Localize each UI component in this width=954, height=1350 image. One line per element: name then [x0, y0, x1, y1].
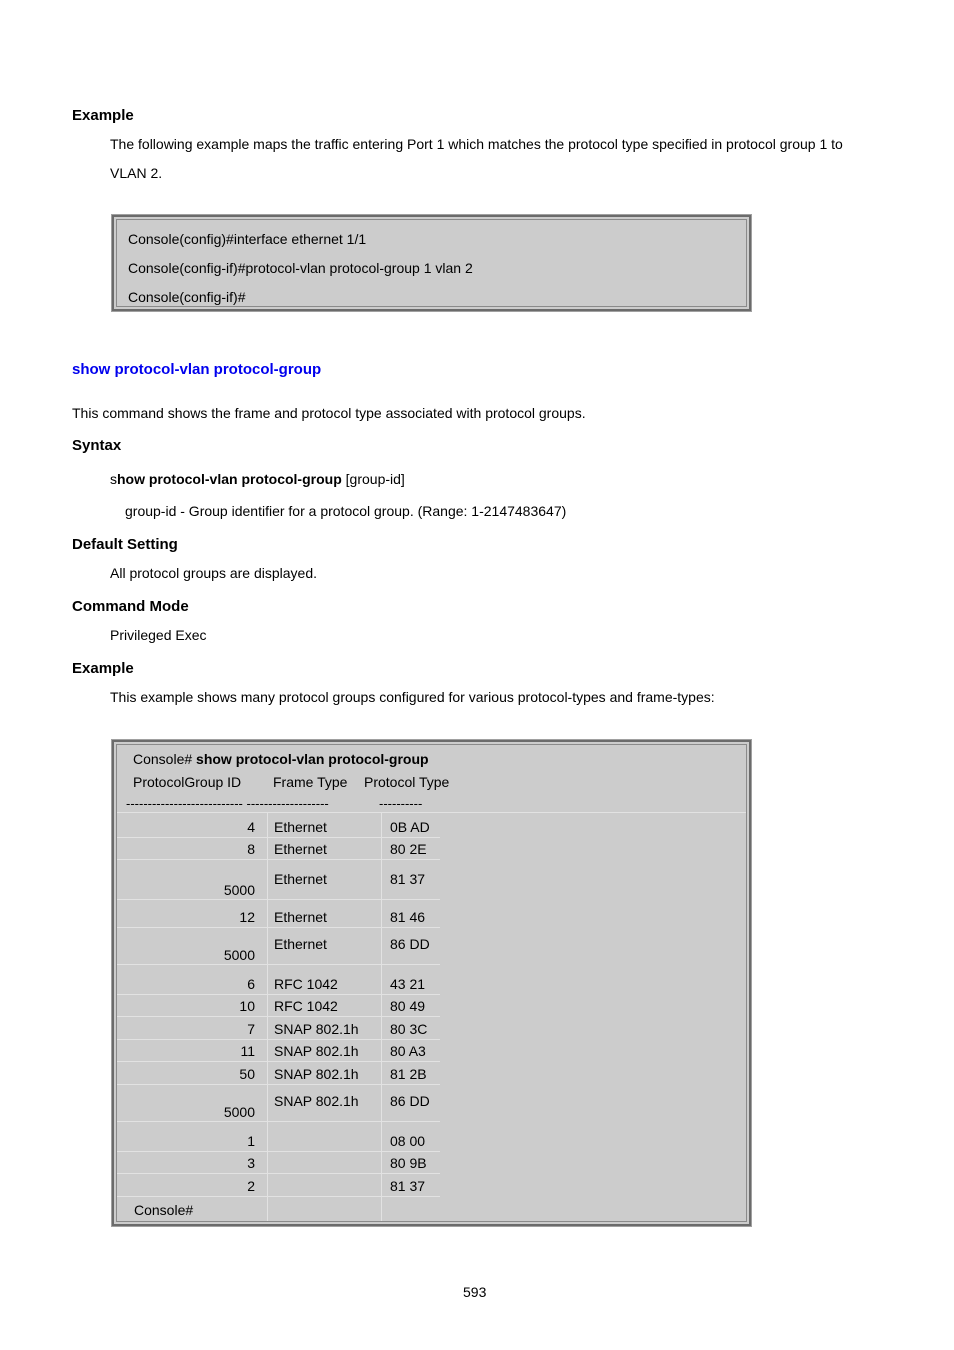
row-protocol-type: 86 DD	[390, 936, 430, 952]
syntax-command-bold: how protocol-vlan protocol-group	[117, 471, 342, 487]
row-divider	[117, 927, 440, 928]
row-protocol-type: 80 3C	[390, 1021, 428, 1037]
row-divider	[117, 859, 440, 860]
row-protocol-type: 80 9B	[390, 1155, 427, 1171]
syntax-argument: [group-id]	[341, 471, 405, 487]
row-divider	[117, 899, 440, 900]
example-heading-2: Example	[72, 660, 134, 677]
row-protocol-type: 0B AD	[390, 819, 430, 835]
console-prompt: Console#	[133, 751, 197, 767]
row-protocol-type: 08 00	[390, 1133, 426, 1149]
row-divider	[117, 1173, 440, 1174]
syntax-prefix: s	[110, 471, 117, 487]
syntax-parameter: group-id - Group identifier for a protocol group. (Range: 1-2147483647)	[125, 503, 567, 519]
command-mode-heading: Command Mode	[72, 598, 189, 615]
default-setting-heading: Default Setting	[72, 536, 178, 553]
console-line: Console(config-if)#protocol-vlan protocol-group 1 vlan 2	[128, 260, 473, 276]
row-frame-type: Ethernet	[274, 841, 327, 857]
row-group-id: 10	[239, 998, 255, 1014]
row-group-id: 7	[247, 1021, 255, 1037]
row-divider	[117, 994, 440, 995]
divider	[117, 812, 746, 813]
syntax-command	[110, 471, 405, 487]
console-box-example-2	[112, 740, 751, 1226]
example-description-line-1: The following example maps the traffic entering Port 1 which matches the protocol type specified in protocol group 1 to	[110, 136, 843, 152]
row-protocol-type: 81 37	[390, 1178, 426, 1194]
row-group-id: 12	[239, 909, 255, 925]
row-divider	[117, 1061, 440, 1062]
console-command-line	[133, 751, 429, 767]
row-frame-type: Ethernet	[274, 936, 327, 952]
row-frame-type: RFC 1042	[274, 998, 338, 1014]
example-description-2: This example shows many protocol groups configured for various protocol-types and frame-types:	[110, 689, 715, 705]
row-frame-type: Ethernet	[274, 819, 327, 835]
row-protocol-type: 80 49	[390, 998, 426, 1014]
row-divider	[117, 1151, 440, 1152]
row-protocol-type: 80 A3	[390, 1043, 426, 1059]
console-command: show protocol-vlan protocol-group	[196, 751, 429, 767]
row-divider	[117, 1039, 440, 1040]
row-frame-type: SNAP 802.1h	[274, 1043, 359, 1059]
row-protocol-type: 81 37	[390, 871, 426, 887]
syntax-heading: Syntax	[72, 437, 122, 454]
row-protocol-type: 80 2E	[390, 841, 427, 857]
row-divider	[117, 1016, 440, 1017]
command-description: This command shows the frame and protocol type associated with protocol groups.	[72, 405, 586, 421]
row-group-id: 8	[247, 841, 255, 857]
row-group-id: 1	[247, 1133, 255, 1149]
console-line: Console(config)#interface ethernet 1/1	[128, 231, 367, 247]
row-protocol-type: 81 46	[390, 909, 426, 925]
column-divider	[381, 812, 382, 1222]
console-box-example-1	[112, 215, 751, 311]
command-mode-text: Privileged Exec	[110, 627, 207, 643]
row-divider	[117, 837, 440, 838]
row-frame-type: SNAP 802.1h	[274, 1021, 359, 1037]
row-frame-type: Ethernet	[274, 909, 327, 925]
page-number: 593	[463, 1284, 487, 1300]
default-setting-text: All protocol groups are displayed.	[110, 565, 318, 581]
row-frame-type: SNAP 802.1h	[274, 1066, 359, 1082]
row-protocol-type: 43 21	[390, 976, 426, 992]
row-group-id: 3	[247, 1155, 255, 1171]
row-frame-type: RFC 1042	[274, 976, 338, 992]
header-dashes-left: --------------------------- -------------------	[126, 796, 329, 811]
row-divider	[117, 1196, 440, 1197]
row-group-id: 50	[239, 1066, 255, 1082]
row-protocol-type: 86 DD	[390, 1093, 430, 1109]
row-divider	[117, 964, 440, 965]
example-description-line-2: VLAN 2.	[110, 165, 163, 181]
row-group-id: 6	[247, 976, 255, 992]
command-title: show protocol-vlan protocol-group	[72, 361, 322, 378]
row-group-id: 11	[240, 1043, 255, 1059]
header-dashes-right: ----------	[379, 796, 423, 811]
row-frame-type: Ethernet	[274, 871, 327, 887]
console-line: Console(config-if)#	[128, 289, 246, 305]
row-divider	[117, 1121, 440, 1122]
row-divider	[117, 1084, 440, 1085]
column-header-frame-type: Frame Type	[273, 774, 348, 790]
row-frame-type: SNAP 802.1h	[274, 1093, 359, 1109]
row-group-id: 5000	[223, 882, 255, 898]
console-end-prompt: Console#	[134, 1202, 194, 1218]
row-protocol-type: 81 2B	[390, 1066, 427, 1082]
row-group-id: 2	[247, 1178, 255, 1194]
column-header-group-id: ProtocolGroup ID	[133, 774, 242, 790]
row-group-id: 5000	[223, 947, 255, 963]
row-group-id: 4	[247, 819, 255, 835]
row-group-id: 5000	[223, 1104, 255, 1120]
example-heading-1: Example	[72, 107, 134, 124]
column-divider	[267, 812, 268, 1222]
column-header-protocol-type: Protocol Type	[364, 774, 450, 790]
